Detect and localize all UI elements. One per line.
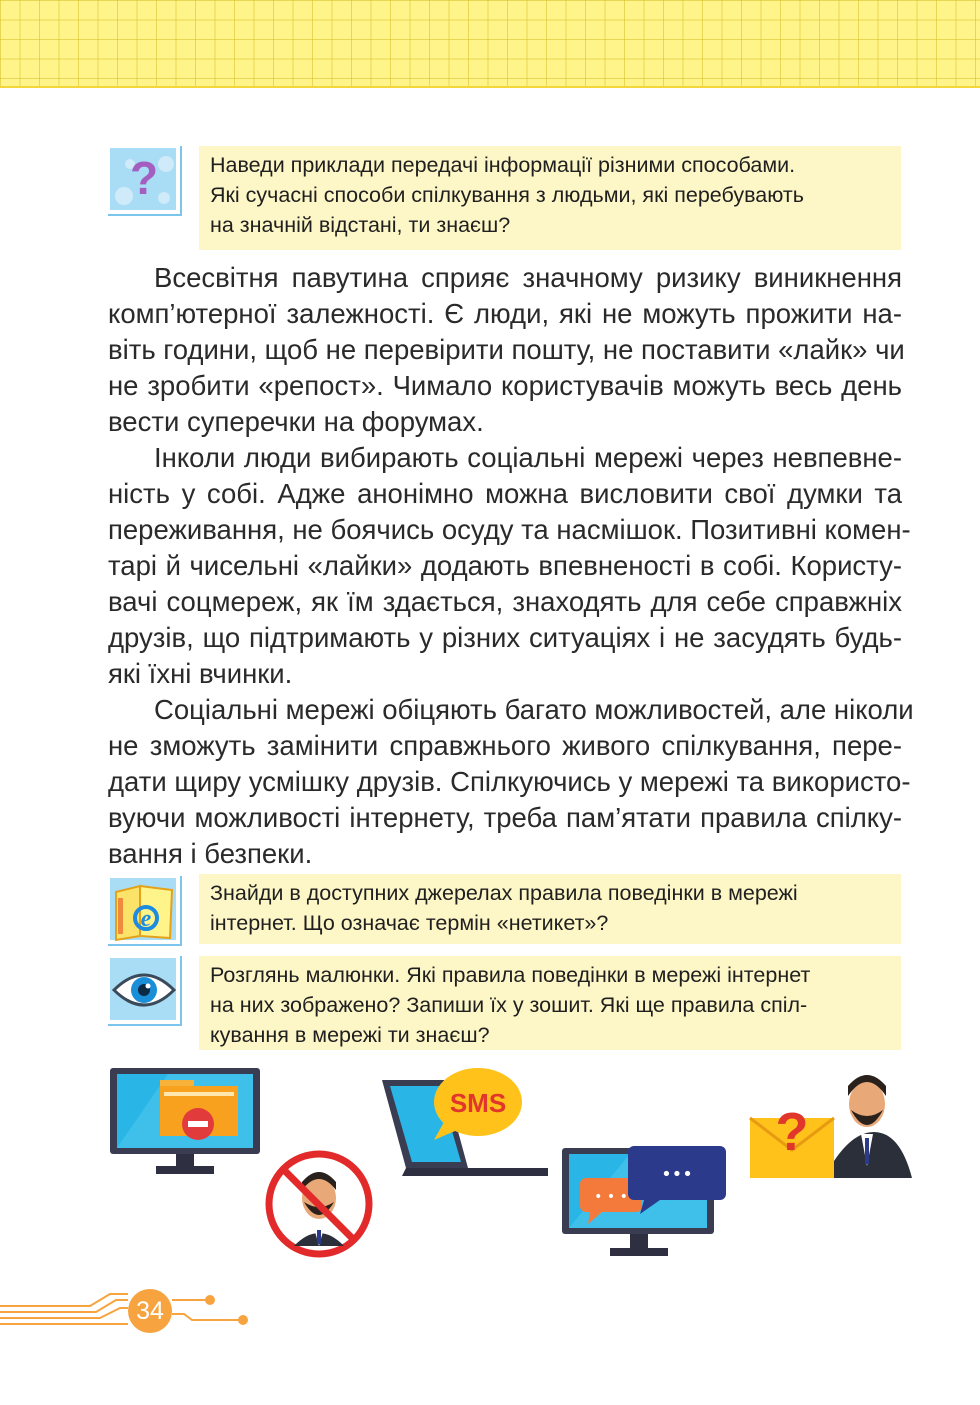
mail-question-person-illustration [748,1066,914,1187]
observe-task-line: Розглянь малюнки. Які правила поведінки в мережі інтернет [210,963,811,987]
text-line: не зможуть замінити справжнього живого спілкування, пере- [108,730,902,761]
no-person-illustration [264,1150,374,1263]
browser-book-icon [108,876,182,946]
text-line: вачі соцмереж, як їм здається, знаходять для себе справжніх [108,586,902,617]
text-line: комп’ютерної залежності. Є люди, які не можуть прожити на- [108,298,902,329]
text-line: вуючи можливості інтернету, треба пам’ятати правила спілку- [108,802,902,833]
text-line: друзів, що підтримають у різних ситуаціях і не засудять будь- [108,622,902,653]
text-line: не зробити «репост». Чимало користувачів можуть весь день [108,370,902,401]
svg-text:e: e [140,906,152,932]
laptop-sms-illustration [378,1064,553,1185]
top-grid-band [0,0,980,88]
research-task [199,874,901,944]
eye-icon [108,956,182,1026]
svg-text:?: ? [129,152,159,204]
text-line: ність у собі. Адже анонімно можна висловити свої думки та [108,478,902,509]
text-line: тарі й чисельні «лайки» додають впевненості в собі. Користу- [108,550,902,581]
observe-task [199,956,901,1050]
text-line: Інколи люди вибирають соціальні мережі через невпевне- [154,442,902,473]
research-task-line: Знайди в доступних джерелах правила поведінки в мережі [210,881,798,905]
paragraph-1 [108,260,905,440]
text-line: дати щиру усмішку друзів. Спілкуючись у мережі та використо- [108,766,911,797]
paragraph-3 [108,692,914,872]
sms-label: SMS [449,1088,507,1118]
svg-text:?: ? [775,1102,809,1162]
question-task-line: Які сучасні способи спілкування з людьми, які перебувають [210,183,804,207]
text-line: Всесвітня павутина сприяє значному ризику виникнення [154,262,902,293]
research-task-line: інтернет. Що означає термін «нетикет»? [210,911,609,935]
text-line: які їхні вчинки. [108,658,293,689]
paragraph-2 [108,440,911,692]
observe-task-line: кування в мережі ти знаєш? [210,1023,490,1047]
text-line: вести суперечки на форумах. [108,406,484,437]
text-line: переживання, не боячись осуду та насмішок. Позитивні комен- [108,514,911,545]
observe-task-line: на них зображено? Запиши їх у зошит. Які ще правила спіл- [210,993,808,1017]
question-task-line: Наведи приклади передачі інформації різними способами. [210,153,796,177]
text-line: Соціальні мережі обіцяють багато можливостей, але ніколи [154,694,914,725]
page-number: 34 [128,1289,172,1333]
text-line: вання і безпеки. [108,838,313,869]
question-icon [108,146,182,216]
chat-monitor-illustration [560,1142,730,1267]
question-task [199,146,901,250]
text-line: віть години, щоб не перевірити пошту, не поставити «лайк» чи [108,334,905,365]
question-task-line: на значній відстані, ти знаєш? [210,213,511,237]
svg-text:• • •: • • • [594,1189,628,1205]
blocked-folder-monitor-illustration [108,1066,263,1183]
chat-dots: ••• [661,1164,693,1185]
